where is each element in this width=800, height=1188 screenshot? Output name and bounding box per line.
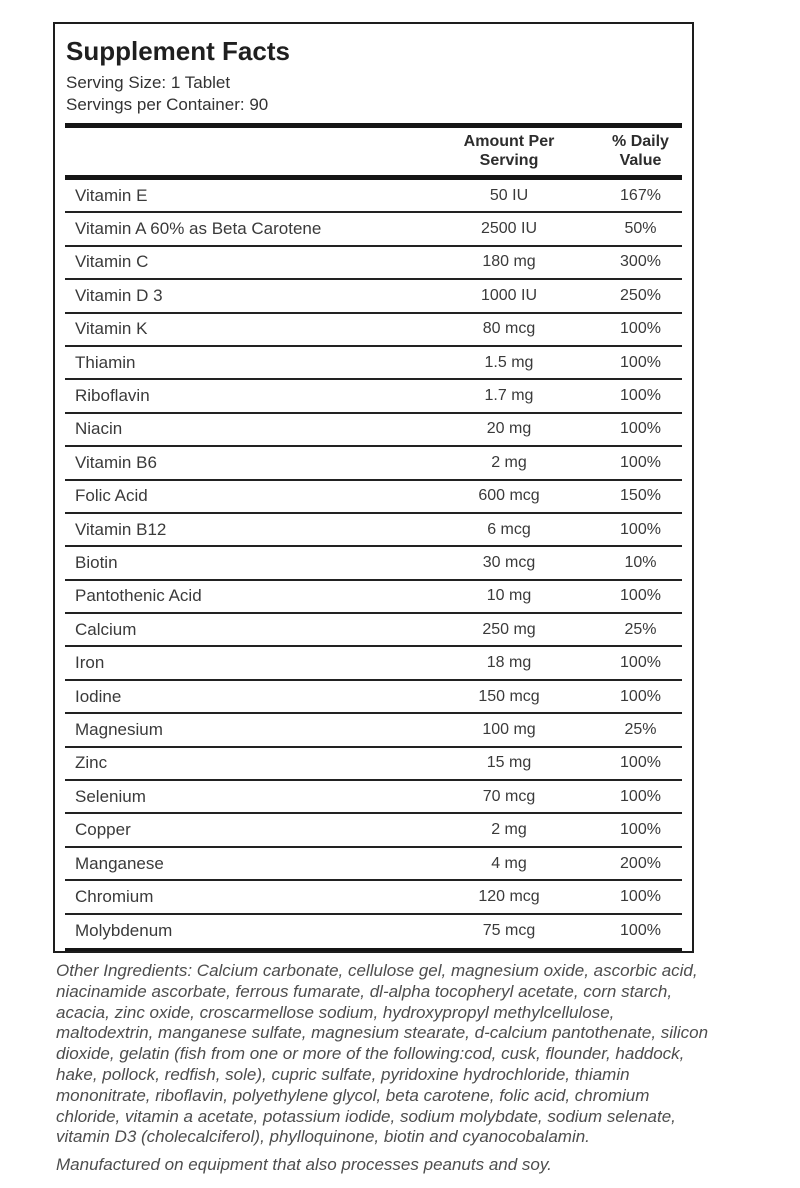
nutrient-daily-value: 100% bbox=[620, 687, 661, 705]
nutrient-name: Selenium bbox=[75, 786, 146, 806]
nutrient-name: Vitamin B6 bbox=[75, 452, 157, 472]
table-row bbox=[65, 647, 682, 680]
nutrient-amount: 18 mg bbox=[486, 654, 532, 672]
table-row bbox=[65, 881, 682, 914]
table-row bbox=[65, 314, 682, 347]
nutrient-amount: 10 mg bbox=[486, 587, 532, 605]
nutrient-name: Calcium bbox=[75, 619, 137, 639]
servings-per-container-text: Servings per Container: 90 bbox=[66, 95, 269, 114]
nutrient-name: Zinc bbox=[75, 753, 108, 773]
table-row bbox=[65, 748, 682, 781]
nutrient-name: Molybdenum bbox=[75, 921, 173, 941]
table-row bbox=[65, 781, 682, 814]
nutrient-amount: 6 mcg bbox=[487, 520, 531, 538]
nutrient-amount: 600 mcg bbox=[478, 487, 540, 505]
table-row bbox=[65, 514, 682, 547]
nutrient-amount: 30 mcg bbox=[482, 553, 536, 571]
nutrient-daily-value: 100% bbox=[620, 821, 661, 839]
nutrient-amount: 20 mg bbox=[486, 420, 532, 438]
nutrient-amount: 1.7 mg bbox=[484, 387, 534, 405]
nutrient-amount: 75 mcg bbox=[482, 922, 536, 940]
table-row bbox=[65, 714, 682, 747]
nutrient-amount: 150 mcg bbox=[478, 687, 540, 705]
nutrient-amount: 1000 IU bbox=[480, 286, 538, 304]
nutrient-amount: 2 mg bbox=[491, 821, 527, 839]
nutrient-daily-value: 100% bbox=[620, 754, 661, 772]
nutrient-daily-value: 10% bbox=[624, 553, 657, 571]
nutrient-name: Pantothenic Acid bbox=[75, 586, 202, 606]
nutrient-amount: 15 mg bbox=[486, 754, 532, 772]
dv-header-line2: Value bbox=[619, 152, 662, 169]
nutrient-amount: 180 mg bbox=[482, 253, 536, 271]
nutrient-daily-value: 100% bbox=[620, 387, 661, 405]
nutrient-daily-value: 200% bbox=[620, 854, 661, 872]
nutrient-daily-value: 167% bbox=[620, 186, 661, 204]
nutrient-daily-value: 100% bbox=[620, 887, 661, 905]
nutrient-name: Copper bbox=[75, 820, 131, 840]
nutrient-amount: 50 IU bbox=[489, 186, 529, 204]
nutrient-daily-value: 25% bbox=[624, 620, 657, 638]
dv-header-line1: % Daily bbox=[612, 133, 669, 150]
nutrient-name: Thiamin bbox=[75, 352, 136, 372]
table-row bbox=[65, 380, 682, 413]
nutrient-name: Magnesium bbox=[75, 719, 163, 739]
thick-divider-bottom bbox=[65, 948, 682, 953]
nutrient-daily-value: 100% bbox=[620, 520, 661, 538]
nutrient-name: Vitamin K bbox=[75, 319, 148, 339]
nutrient-name: Vitamin C bbox=[75, 252, 149, 272]
nutrient-name: Manganese bbox=[75, 853, 164, 873]
nutrient-name: Iron bbox=[75, 653, 105, 673]
nutrient-amount: 1.5 mg bbox=[484, 353, 534, 371]
nutrient-daily-value: 100% bbox=[620, 587, 661, 605]
nutrient-name: Vitamin E bbox=[75, 185, 148, 205]
table-row bbox=[65, 481, 682, 514]
amount-header-line2: Serving bbox=[479, 152, 539, 169]
nutrient-name: Chromium bbox=[75, 886, 154, 906]
nutrient-name: Iodine bbox=[75, 686, 122, 706]
nutrient-daily-value: 150% bbox=[620, 487, 661, 505]
nutrient-amount: 2500 IU bbox=[480, 220, 538, 238]
table-row bbox=[65, 848, 682, 881]
nutrient-name: Niacin bbox=[75, 419, 123, 439]
table-row bbox=[65, 681, 682, 714]
serving-size-text: Serving Size: 1 Tablet bbox=[66, 73, 231, 92]
nutrient-daily-value: 100% bbox=[620, 922, 661, 940]
nutrient-name: Vitamin A 60% as Beta Carotene bbox=[75, 219, 322, 239]
nutrient-daily-value: 300% bbox=[620, 253, 661, 271]
table-row bbox=[65, 581, 682, 614]
table-row bbox=[65, 414, 682, 447]
supplement-facts-panel bbox=[53, 22, 694, 953]
nutrient-daily-value: 100% bbox=[620, 320, 661, 338]
table-row bbox=[65, 814, 682, 847]
nutrient-amount: 100 mg bbox=[482, 720, 536, 738]
facts-table-body bbox=[65, 180, 682, 948]
other-ingredients-text: Other Ingredients: Calcium carbonate, cellulose gel, magnesium oxide, ascorbic acid, niacinamide ascorbate, ferrous fumarate, dl-alpha tocopheryl acetate, corn starch, acacia, zinc oxide, croscarmellose sodium, hydroxypropyl methylcellulose, maltodextrin, manganese sulfate, magnesium stearate, d-calcium pantothenate, silicon dioxide, gelatin (fish from one or more of the following:cod, cusk, flounder, haddock, hake, pollock, redfish, sole), cupric sulfate, pyridoxine hydrochloride, thiamin mononitrate, riboflavin, polyethylene glycol, beta carotene, folic acid, chromium chloride, vitamin a acetate, potassium iodide, sodium molybdate, sodium selenate, vitamin D3 (cholecalciferol), phylloquinone, biotin and cyanocobalamin. bbox=[56, 961, 709, 1147]
table-row bbox=[65, 347, 682, 380]
nutrient-amount: 70 mcg bbox=[482, 787, 536, 805]
nutrient-amount: 2 mg bbox=[491, 453, 527, 471]
daily-value-header bbox=[599, 132, 682, 170]
nutrient-daily-value: 25% bbox=[624, 720, 657, 738]
nutrient-name: Vitamin D 3 bbox=[75, 285, 163, 305]
table-row bbox=[65, 915, 682, 948]
facts-table-header bbox=[65, 128, 682, 175]
table-row bbox=[65, 213, 682, 246]
nutrient-amount: 250 mg bbox=[482, 620, 536, 638]
table-row bbox=[65, 180, 682, 213]
nutrient-daily-value: 250% bbox=[620, 286, 661, 304]
supplement-facts-title: Supplement Facts bbox=[66, 36, 290, 66]
label-footer bbox=[56, 961, 710, 1176]
nutrient-daily-value: 50% bbox=[624, 220, 657, 238]
nutrient-daily-value: 100% bbox=[620, 654, 661, 672]
nutrient-amount: 120 mcg bbox=[478, 887, 540, 905]
nutrient-amount: 80 mcg bbox=[482, 320, 536, 338]
nutrient-name: Folic Acid bbox=[75, 486, 148, 506]
nutrient-daily-value: 100% bbox=[620, 453, 661, 471]
amount-header-line1: Amount Per bbox=[463, 133, 555, 150]
table-row bbox=[65, 547, 682, 580]
amount-per-serving-header bbox=[419, 132, 599, 170]
nutrient-name: Riboflavin bbox=[75, 386, 150, 406]
nutrient-daily-value: 100% bbox=[620, 420, 661, 438]
nutrient-name: Vitamin B12 bbox=[75, 519, 167, 539]
nutrient-name: Biotin bbox=[75, 552, 118, 572]
table-row bbox=[65, 614, 682, 647]
nutrient-daily-value: 100% bbox=[620, 787, 661, 805]
nutrient-daily-value: 100% bbox=[620, 353, 661, 371]
table-row bbox=[65, 280, 682, 313]
table-row bbox=[65, 447, 682, 480]
allergen-note-text: Manufactured on equipment that also processes peanuts and soy. bbox=[56, 1155, 552, 1175]
table-row bbox=[65, 247, 682, 280]
nutrient-amount: 4 mg bbox=[491, 854, 527, 872]
